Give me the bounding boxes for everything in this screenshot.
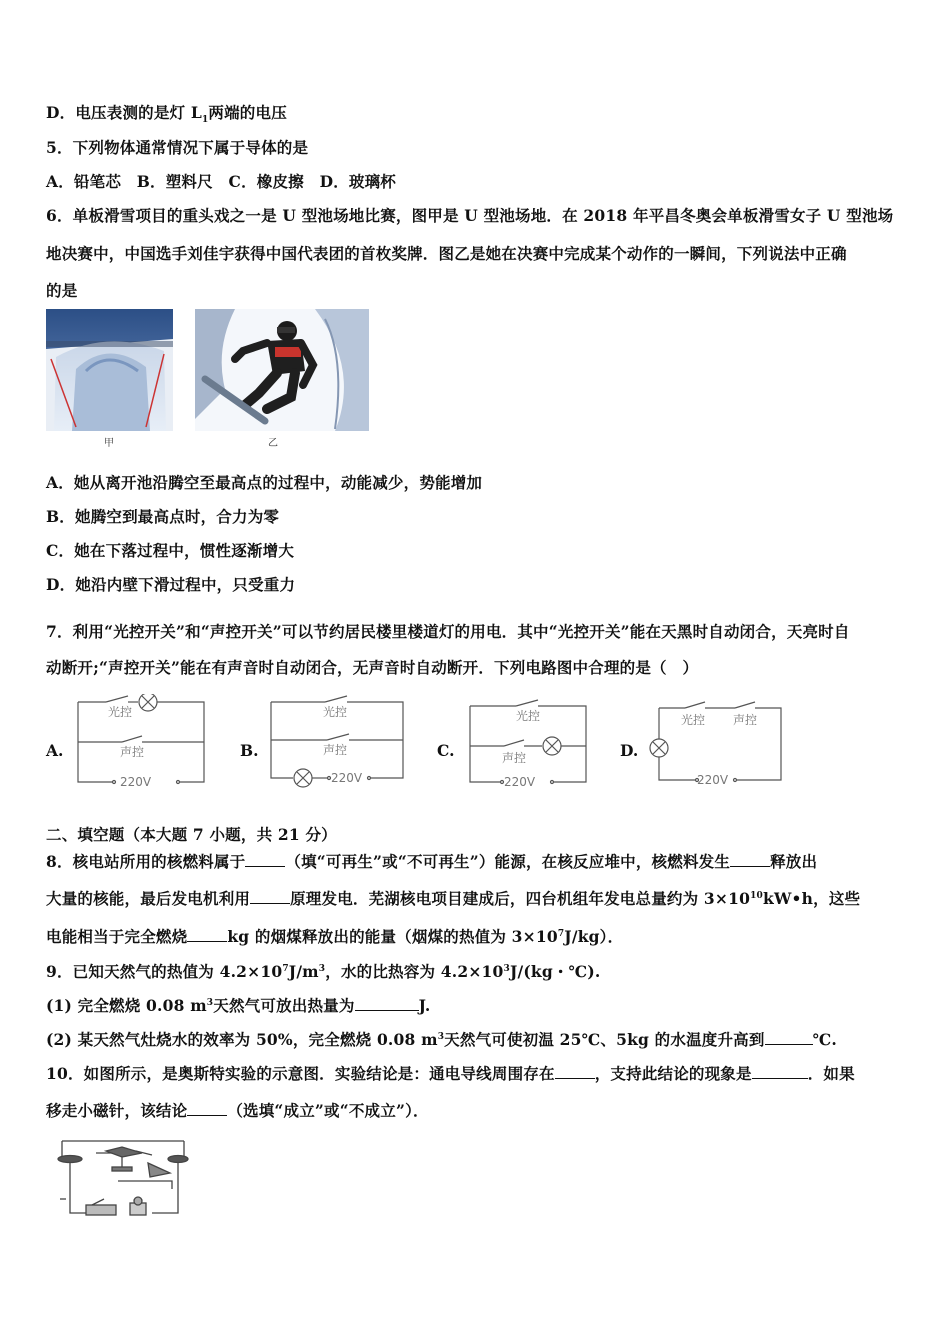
circuit-c bbox=[464, 694, 594, 790]
circuit-a-voltage-label: 220V bbox=[120, 775, 152, 789]
circuit-b-sound-label: 声控 bbox=[323, 743, 348, 757]
question-8-line-2: 大量的核能，最后发电机利用 原理发电．芜湖核电项目建成后，四台机组年发电总量约为 $3\times 10^{10}kW•h$，这些 bbox=[46, 889, 861, 908]
q7-option-c-letter: C. bbox=[437, 741, 455, 760]
circuit-a-sound-label: 声控 bbox=[120, 745, 145, 759]
question-6-option-b: B．她腾空到最高点时，合力为零 bbox=[46, 507, 280, 526]
snowboarder-photo bbox=[195, 309, 369, 431]
circuit-c-light-label: 光控 bbox=[516, 709, 541, 723]
question-5: 5．下列物体通常情况下属于导体的是 bbox=[46, 138, 309, 157]
circuit-d-light-label: 光控 bbox=[681, 713, 706, 727]
q10-blank-1[interactable] bbox=[555, 1064, 595, 1079]
q8-blank-1[interactable] bbox=[245, 852, 285, 867]
question-9-part-2: (2) 某天然气灶烧水的效率为 50%，完全燃烧 0.08 $m^3$天然气可使初温 25℃、5kg 的水温度升高到 ℃. bbox=[46, 1030, 837, 1049]
question-7-line-2: 动断开;“声控开关”能在有声音时自动闭合，无声音时自动断开．下列电路图中合理的是（ ） bbox=[46, 658, 699, 677]
circuit-b-voltage-label: 220V bbox=[331, 771, 363, 785]
circuit-c-sound-label: 声控 bbox=[502, 751, 527, 765]
q10-blank-3[interactable] bbox=[187, 1101, 227, 1116]
q8-blank-4[interactable] bbox=[187, 927, 227, 942]
section-2-heading: 二、填空题（本大题 7 小题，共 21 分） bbox=[46, 825, 337, 844]
question-9-part-1: (1) 完全燃烧 0.08 $m^3$天然气可放出热量为 J. bbox=[46, 996, 431, 1015]
q10-blank-2[interactable] bbox=[752, 1064, 808, 1079]
question-7-line-1: 7．利用“光控开关”和“声控开关”可以节约居民楼里楼道灯的用电．其中“光控开关”能在天黑时自动闭合，天亮时自 bbox=[46, 622, 850, 641]
question-5-options: A．铅笔芯 B．塑料尺 C．橡皮擦 D．玻璃杯 bbox=[46, 172, 397, 191]
question-6-option-d: D．她沿内壁下滑过程中，只受重力 bbox=[46, 575, 296, 594]
question-6-line-3: 的是 bbox=[46, 281, 78, 300]
circuit-d-sound-label: 声控 bbox=[733, 713, 758, 727]
question-6-line-1: 6．单板滑雪项目的重头戏之一是 U 型池场地比赛，图甲是 U 型池场地．在 2018 年平昌冬奥会单板滑雪女子 U 型池场 bbox=[46, 206, 894, 225]
question-6-option-a: A．她从离开池沿腾空至最高点的过程中，动能减少，势能增加 bbox=[46, 473, 483, 492]
circuit-b bbox=[265, 694, 410, 790]
q4-option-d: D．电压表测的是灯 $L_1$两端的电压 bbox=[46, 103, 287, 126]
q8-blank-3[interactable] bbox=[250, 889, 290, 904]
question-9: 9．已知天然气的热值为 $4.2\times 10^7J/m^3$，水的比热容为 $4.2\times 10^3J/(kg$・℃). bbox=[46, 962, 601, 981]
halfpipe-photo bbox=[46, 309, 173, 431]
question-6-line-2: 地决赛中，中国选手刘佳宇获得中国代表团的首枚奖牌．图乙是她在决赛中完成某个动作的一瞬间，下列说法中正确 bbox=[46, 244, 847, 263]
circuit-a bbox=[72, 694, 212, 790]
circuit-b-light-label: 光控 bbox=[323, 705, 348, 719]
q7-option-a-letter: A. bbox=[46, 741, 64, 760]
q8-blank-2[interactable] bbox=[730, 852, 770, 867]
circuit-d-voltage-label: 220V bbox=[697, 773, 729, 787]
caption-jia: 甲 bbox=[104, 438, 114, 449]
question-8-line-1: 8．核电站所用的核燃料属于 （填“可再生”或“不可再生”）能源，在核反应堆中，核燃料发生 释放出 bbox=[46, 852, 818, 871]
question-10-line-2: 移走小磁针，该结论 （选填“成立”或“不成立”）． bbox=[46, 1101, 429, 1120]
q9-blank-1[interactable] bbox=[355, 996, 419, 1011]
q7-option-d-letter: D. bbox=[620, 741, 639, 760]
oersted-experiment-diagram bbox=[52, 1133, 198, 1225]
question-6-option-c: C．她在下落过程中，惯性逐渐增大 bbox=[46, 541, 295, 560]
circuit-c-voltage-label: 220V bbox=[504, 775, 536, 789]
caption-yi: 乙 bbox=[268, 438, 278, 449]
question-8-line-3: 电能相当于完全燃烧 kg 的烟煤释放出的能量（烟煤的热值为 $3\times 10^7J/kg$）． bbox=[46, 927, 624, 946]
q9-blank-2[interactable] bbox=[765, 1030, 813, 1045]
q7-option-b-letter: B. bbox=[240, 741, 259, 760]
question-10-line-1: 10．如图所示，是奥斯特实验的示意图．实验结论是：通电导线周围存在 ，支持此结论的现象是 ．如果 bbox=[46, 1064, 855, 1083]
circuit-a-light-label: 光控 bbox=[108, 705, 133, 719]
circuit-d bbox=[645, 694, 787, 790]
